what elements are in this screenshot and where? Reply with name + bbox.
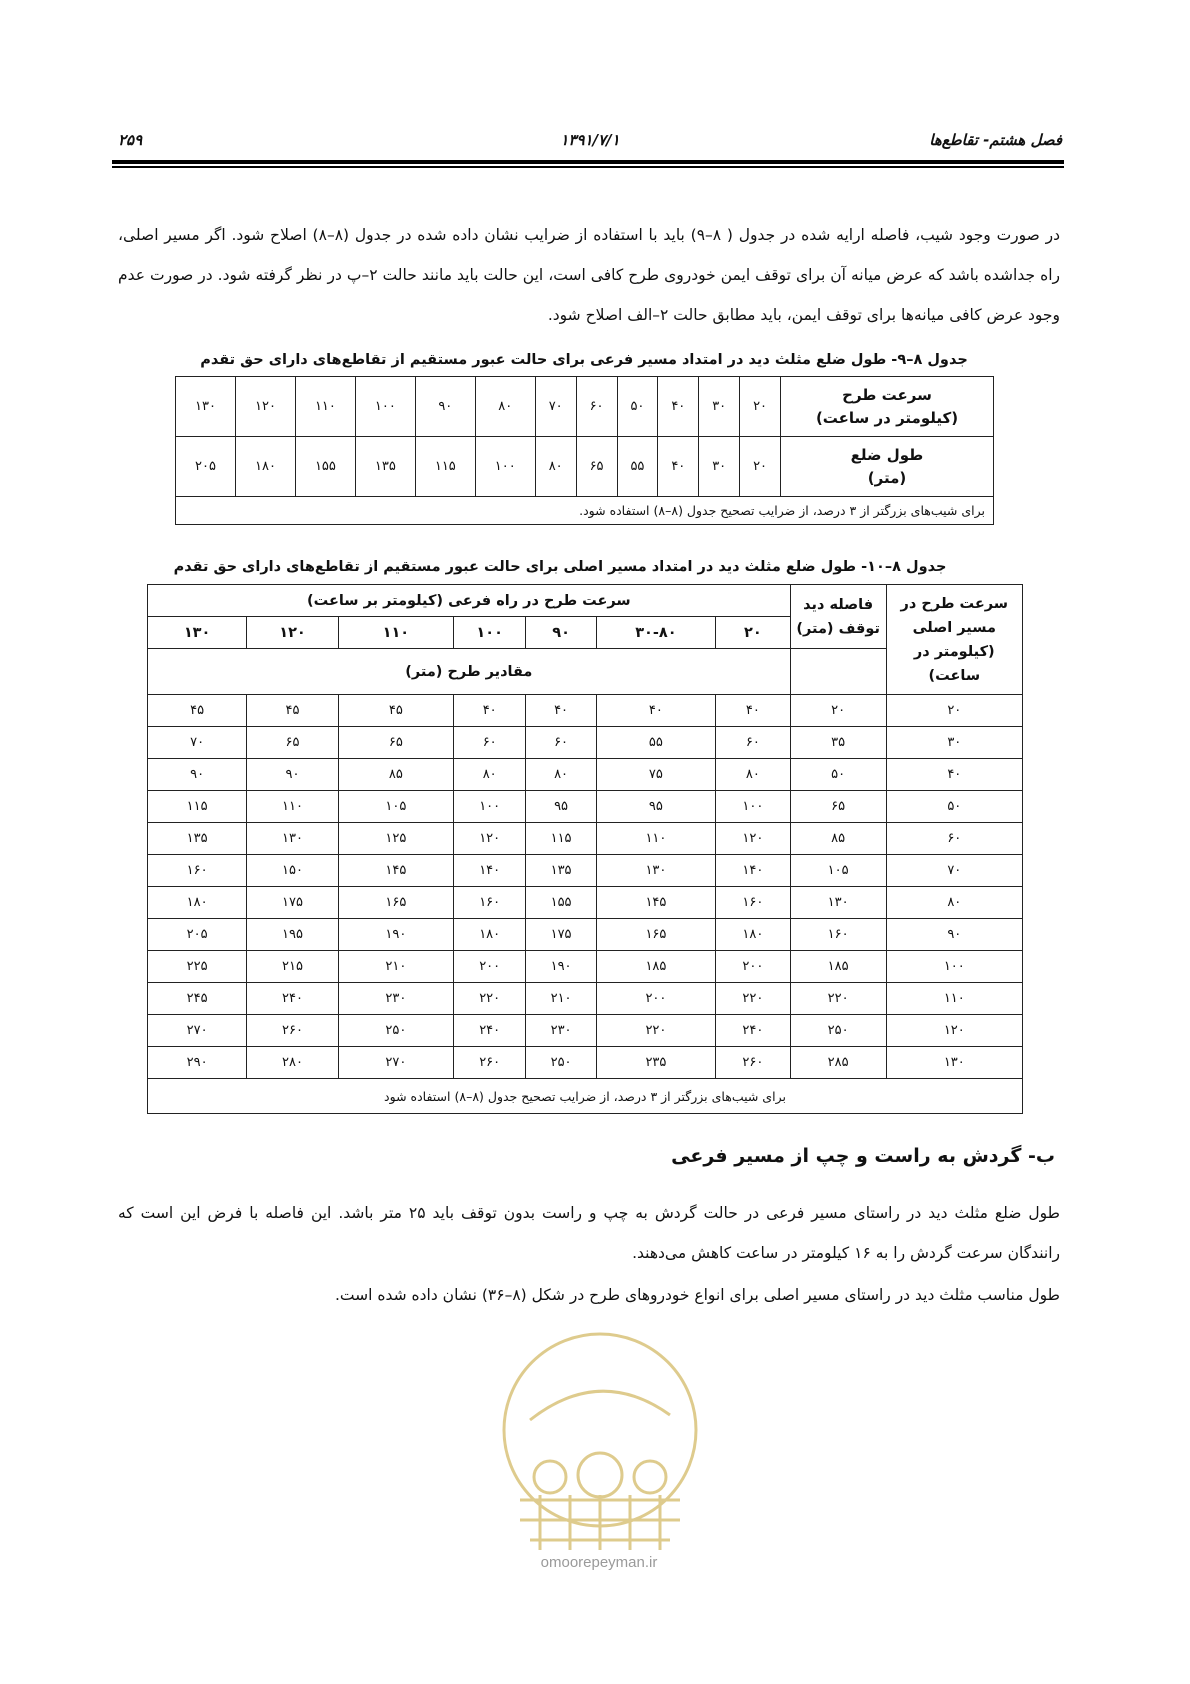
value-cell: ۹۵ xyxy=(526,791,596,823)
table2-caption: جدول ۸–۱۰- طول ضلع مثلث دید در امتداد مسیر اصلی برای حالت عبور مستقیم از تقاطع‌های دارای حق تقدم xyxy=(173,559,947,575)
table1-caption: جدول ۸–۹- طول ضلع مثلث دید در امتداد مسیر فرعی برای حالت عبور مستقیم از تقاطع‌های دارای حق تقدم xyxy=(200,352,968,368)
value-cell: ۶۵ xyxy=(247,727,339,759)
stop-distance-cell: ۱۶۰ xyxy=(790,919,886,951)
table-row xyxy=(148,919,1023,951)
chapter-title: فصل هشتم- تقاطع‌ها xyxy=(929,131,1062,149)
table-cell: ۷۰ xyxy=(535,377,576,437)
value-cell: ۸۵ xyxy=(338,759,453,791)
table-cell: ۴۰ xyxy=(658,377,699,437)
table-row xyxy=(148,1047,1023,1079)
value-cell: ۱۶۰ xyxy=(148,855,247,887)
main-speed-cell: ۴۰ xyxy=(886,759,1022,791)
header-date: ۱۳۹۱/۷/۱ xyxy=(560,131,620,149)
main-speed-cell: ۹۰ xyxy=(886,919,1022,951)
minor-speed-header: سرعت طرح در راه فرعی (کیلومتر بر ساعت) xyxy=(148,585,791,617)
value-cell: ۲۳۰ xyxy=(526,1015,596,1047)
table-row xyxy=(148,727,1023,759)
value-cell: ۲۰۰ xyxy=(453,951,525,983)
value-cell: ۲۲۵ xyxy=(148,951,247,983)
value-cell: ۲۶۰ xyxy=(716,1047,791,1079)
value-cell: ۲۳۰ xyxy=(338,983,453,1015)
main-speed-cell: ۱۱۰ xyxy=(886,983,1022,1015)
value-cell: ۲۹۰ xyxy=(148,1047,247,1079)
value-cell: ۱۷۵ xyxy=(247,887,339,919)
table-cell: ۳۰ xyxy=(699,437,740,497)
table-cell: ۲۰ xyxy=(740,437,781,497)
main-speed-cell: ۵۰ xyxy=(886,791,1022,823)
table-cell: ۳۰ xyxy=(699,377,740,437)
value-cell: ۱۸۰ xyxy=(453,919,525,951)
table-cell: ۶۰ xyxy=(576,377,617,437)
value-cell: ۱۳۰ xyxy=(596,855,715,887)
table-row xyxy=(148,791,1023,823)
table-cell: ۶۵ xyxy=(576,437,617,497)
table-cell: ۱۸۰ xyxy=(235,437,295,497)
value-cell: ۱۹۰ xyxy=(338,919,453,951)
value-cell: ۱۸۰ xyxy=(716,919,791,951)
value-cell: ۴۰ xyxy=(716,695,791,727)
table1-speed-label: سرعت طرح (کیلومتر در ساعت) xyxy=(781,377,994,437)
stop-distance-cell: ۱۸۵ xyxy=(790,951,886,983)
stop-distance-cell: ۲۸۵ xyxy=(790,1047,886,1079)
table-cell: ۱۲۰ xyxy=(235,377,295,437)
value-cell: ۱۰۰ xyxy=(453,791,525,823)
main-speed-cell: ۱۳۰ xyxy=(886,1047,1022,1079)
table1-length-row xyxy=(176,437,994,497)
watermark-url: omoorepeyman.ir xyxy=(540,1554,658,1571)
value-cell: ۲۱۵ xyxy=(247,951,339,983)
main-speed-cell: ۲۰ xyxy=(886,695,1022,727)
value-cell: ۸۰ xyxy=(716,759,791,791)
value-cell: ۲۱۰ xyxy=(338,951,453,983)
table-cell: ۲۰ xyxy=(740,377,781,437)
table1-length-label: طول ضلع (متر) xyxy=(781,437,994,497)
table-cell: ۱۰۰ xyxy=(475,437,535,497)
col-header-main-speed: سرعت طرح در مسیر اصلی (کیلومتر در ساعت) xyxy=(886,585,1022,695)
value-cell: ۲۴۰ xyxy=(716,1015,791,1047)
minor-speed-cell: ۲۰ xyxy=(716,617,791,649)
values-header: مقادیر طرح (متر) xyxy=(148,649,791,695)
table1-note: برای شیب‌های بزرگتر از ۳ درصد، از ضرایب تصحیح جدول (۸–۸) استفاده شود. xyxy=(176,497,994,525)
value-cell: ۱۳۰ xyxy=(247,823,339,855)
table-row xyxy=(148,695,1023,727)
value-cell: ۱۲۰ xyxy=(453,823,525,855)
value-cell: ۱۰۵ xyxy=(338,791,453,823)
stop-distance-cell: ۲۵۰ xyxy=(790,1015,886,1047)
value-cell: ۲۴۰ xyxy=(453,1015,525,1047)
value-cell: ۲۰۰ xyxy=(596,983,715,1015)
value-cell: ۱۸۰ xyxy=(148,887,247,919)
table2-note: برای شیب‌های بزرگتر از ۳ درصد، از ضرایب تصحیح جدول (۸–۸) استفاده شود xyxy=(148,1079,1023,1114)
section-b-paragraph-2: طول مناسب مثلث دید در راستای مسیر اصلی برای انواع خودروهای طرح در شکل (۸–۳۶) نشان داده شده است. xyxy=(334,1286,1060,1304)
value-cell: ۱۳۵ xyxy=(526,855,596,887)
value-cell: ۷۰ xyxy=(148,727,247,759)
main-speed-cell: ۳۰ xyxy=(886,727,1022,759)
value-cell: ۲۴۵ xyxy=(148,983,247,1015)
value-cell: ۱۶۰ xyxy=(453,887,525,919)
value-cell: ۱۶۰ xyxy=(716,887,791,919)
table2-body xyxy=(148,695,1023,1079)
table-cell: ۱۳۵ xyxy=(355,437,415,497)
empty-cell xyxy=(790,649,886,695)
value-cell: ۱۴۰ xyxy=(716,855,791,887)
value-cell: ۶۰ xyxy=(453,727,525,759)
table-cell: ۹۰ xyxy=(415,377,475,437)
table-row xyxy=(148,823,1023,855)
value-cell: ۲۵۰ xyxy=(338,1015,453,1047)
value-cell: ۱۹۰ xyxy=(526,951,596,983)
stop-distance-cell: ۲۲۰ xyxy=(790,983,886,1015)
table-row xyxy=(148,759,1023,791)
value-cell: ۱۶۵ xyxy=(596,919,715,951)
value-cell: ۸۰ xyxy=(526,759,596,791)
stop-distance-cell: ۱۰۵ xyxy=(790,855,886,887)
value-cell: ۲۶۰ xyxy=(247,1015,339,1047)
minor-speed-cell: ۹۰ xyxy=(526,617,596,649)
value-cell: ۸۰ xyxy=(453,759,525,791)
table1 xyxy=(175,376,994,525)
value-cell: ۴۵ xyxy=(247,695,339,727)
value-cell: ۱۸۵ xyxy=(596,951,715,983)
value-cell: ۱۱۰ xyxy=(247,791,339,823)
stop-distance-cell: ۵۰ xyxy=(790,759,886,791)
section-b-title: ب- گردش به راست و چپ از مسیر فرعی xyxy=(671,1145,1055,1167)
value-cell: ۲۲۰ xyxy=(453,983,525,1015)
table-row xyxy=(148,855,1023,887)
main-speed-cell: ۶۰ xyxy=(886,823,1022,855)
value-cell: ۲۷۰ xyxy=(338,1047,453,1079)
header-thick-rule xyxy=(112,160,1064,164)
value-cell: ۹۰ xyxy=(247,759,339,791)
table-row xyxy=(148,951,1023,983)
value-cell: ۹۰ xyxy=(148,759,247,791)
value-cell: ۴۵ xyxy=(148,695,247,727)
value-cell: ۴۰ xyxy=(596,695,715,727)
main-speed-cell: ۷۰ xyxy=(886,855,1022,887)
table-cell: ۱۵۵ xyxy=(295,437,355,497)
table-row xyxy=(148,983,1023,1015)
value-cell: ۲۳۵ xyxy=(596,1047,715,1079)
value-cell: ۲۰۰ xyxy=(716,951,791,983)
table-cell: ۲۰۵ xyxy=(176,437,236,497)
stop-distance-cell: ۶۵ xyxy=(790,791,886,823)
table1-note-row xyxy=(176,497,994,525)
table-cell: ۵۵ xyxy=(617,437,658,497)
stop-distance-cell: ۳۵ xyxy=(790,727,886,759)
value-cell: ۱۱۰ xyxy=(596,823,715,855)
value-cell: ۱۵۵ xyxy=(526,887,596,919)
stop-distance-cell: ۲۰ xyxy=(790,695,886,727)
value-cell: ۲۶۰ xyxy=(453,1047,525,1079)
value-cell: ۲۱۰ xyxy=(526,983,596,1015)
value-cell: ۱۴۵ xyxy=(338,855,453,887)
table2 xyxy=(147,584,1023,1114)
minor-speed-cell: ۱۲۰ xyxy=(247,617,339,649)
section-b-paragraph-1: طول ضلع مثلث دید در راستای مسیر فرعی در حالت گردش به چپ و راست بدون توقف باید ۲۵ متر باشد. این فاصله با فرض این است که رانندگان سرعت گردش را به ۱۶ کیلومتر در ساعت کاهش می‌دهند. xyxy=(118,1204,1060,1262)
watermark-logo-icon xyxy=(490,1325,710,1575)
table-cell: ۱۰۰ xyxy=(355,377,415,437)
minor-speed-cell: ۳۰-۸۰ xyxy=(596,617,715,649)
col-header-stopping-distance: فاصله دید توقف (متر) xyxy=(790,585,886,649)
value-cell: ۱۲۰ xyxy=(716,823,791,855)
table-cell: ۱۳۰ xyxy=(176,377,236,437)
table-row xyxy=(148,887,1023,919)
stop-distance-cell: ۱۳۰ xyxy=(790,887,886,919)
page-header xyxy=(118,131,1062,157)
value-cell: ۷۵ xyxy=(596,759,715,791)
value-cell: ۲۰۵ xyxy=(148,919,247,951)
value-cell: ۶۰ xyxy=(526,727,596,759)
value-cell: ۱۶۵ xyxy=(338,887,453,919)
value-cell: ۱۹۵ xyxy=(247,919,339,951)
value-cell: ۱۳۵ xyxy=(148,823,247,855)
table2-note-row xyxy=(148,1079,1023,1114)
value-cell: ۲۷۰ xyxy=(148,1015,247,1047)
value-cell: ۴۰ xyxy=(526,695,596,727)
value-cell: ۱۱۵ xyxy=(526,823,596,855)
value-cell: ۴۰ xyxy=(453,695,525,727)
value-cell: ۵۵ xyxy=(596,727,715,759)
value-cell: ۱۱۵ xyxy=(148,791,247,823)
value-cell: ۲۲۰ xyxy=(716,983,791,1015)
table-row xyxy=(148,1015,1023,1047)
value-cell: ۶۵ xyxy=(338,727,453,759)
table-cell: ۸۰ xyxy=(535,437,576,497)
value-cell: ۱۵۰ xyxy=(247,855,339,887)
minor-speed-cell: ۱۱۰ xyxy=(338,617,453,649)
value-cell: ۲۵۰ xyxy=(526,1047,596,1079)
table-cell: ۸۰ xyxy=(475,377,535,437)
minor-speed-cell: ۱۰۰ xyxy=(453,617,525,649)
table-cell: ۱۱۰ xyxy=(295,377,355,437)
value-cell: ۱۴۰ xyxy=(453,855,525,887)
main-speed-cell: ۱۰۰ xyxy=(886,951,1022,983)
table-cell: ۱۱۵ xyxy=(415,437,475,497)
value-cell: ۱۲۵ xyxy=(338,823,453,855)
value-cell: ۲۲۰ xyxy=(596,1015,715,1047)
table1-speed-row xyxy=(176,377,994,437)
table-cell: ۵۰ xyxy=(617,377,658,437)
value-cell: ۶۰ xyxy=(716,727,791,759)
main-speed-cell: ۱۲۰ xyxy=(886,1015,1022,1047)
value-cell: ۱۷۵ xyxy=(526,919,596,951)
stop-distance-cell: ۸۵ xyxy=(790,823,886,855)
page-number: ۲۵۹ xyxy=(118,131,143,149)
intro-paragraph: در صورت وجود شیب، فاصله ارایه شده در جدول ( ۸–۹) باید با استفاده از ضرایب نشان داده شده در جدول (۸–۸) اصلاح شود. اگر مسیر اصلی، راه جداشده باشد که عرض میانه آن برای توقف ایمن خودروی طرح کافی است، این حالت باید مانند حالت ۲–پ در نظر گرفته شود. در صورت عدم وجود عرض کافی میانه‌ها برای توقف ایمن، باید مطابق حالت ۲–الف اصلاح شود. xyxy=(118,226,1060,324)
value-cell: ۹۵ xyxy=(596,791,715,823)
minor-speed-cell: ۱۳۰ xyxy=(148,617,247,649)
table-cell: ۴۰ xyxy=(658,437,699,497)
value-cell: ۱۴۵ xyxy=(596,887,715,919)
header-thin-rule xyxy=(112,166,1064,168)
value-cell: ۲۸۰ xyxy=(247,1047,339,1079)
value-cell: ۱۰۰ xyxy=(716,791,791,823)
value-cell: ۲۴۰ xyxy=(247,983,339,1015)
value-cell: ۴۵ xyxy=(338,695,453,727)
main-speed-cell: ۸۰ xyxy=(886,887,1022,919)
